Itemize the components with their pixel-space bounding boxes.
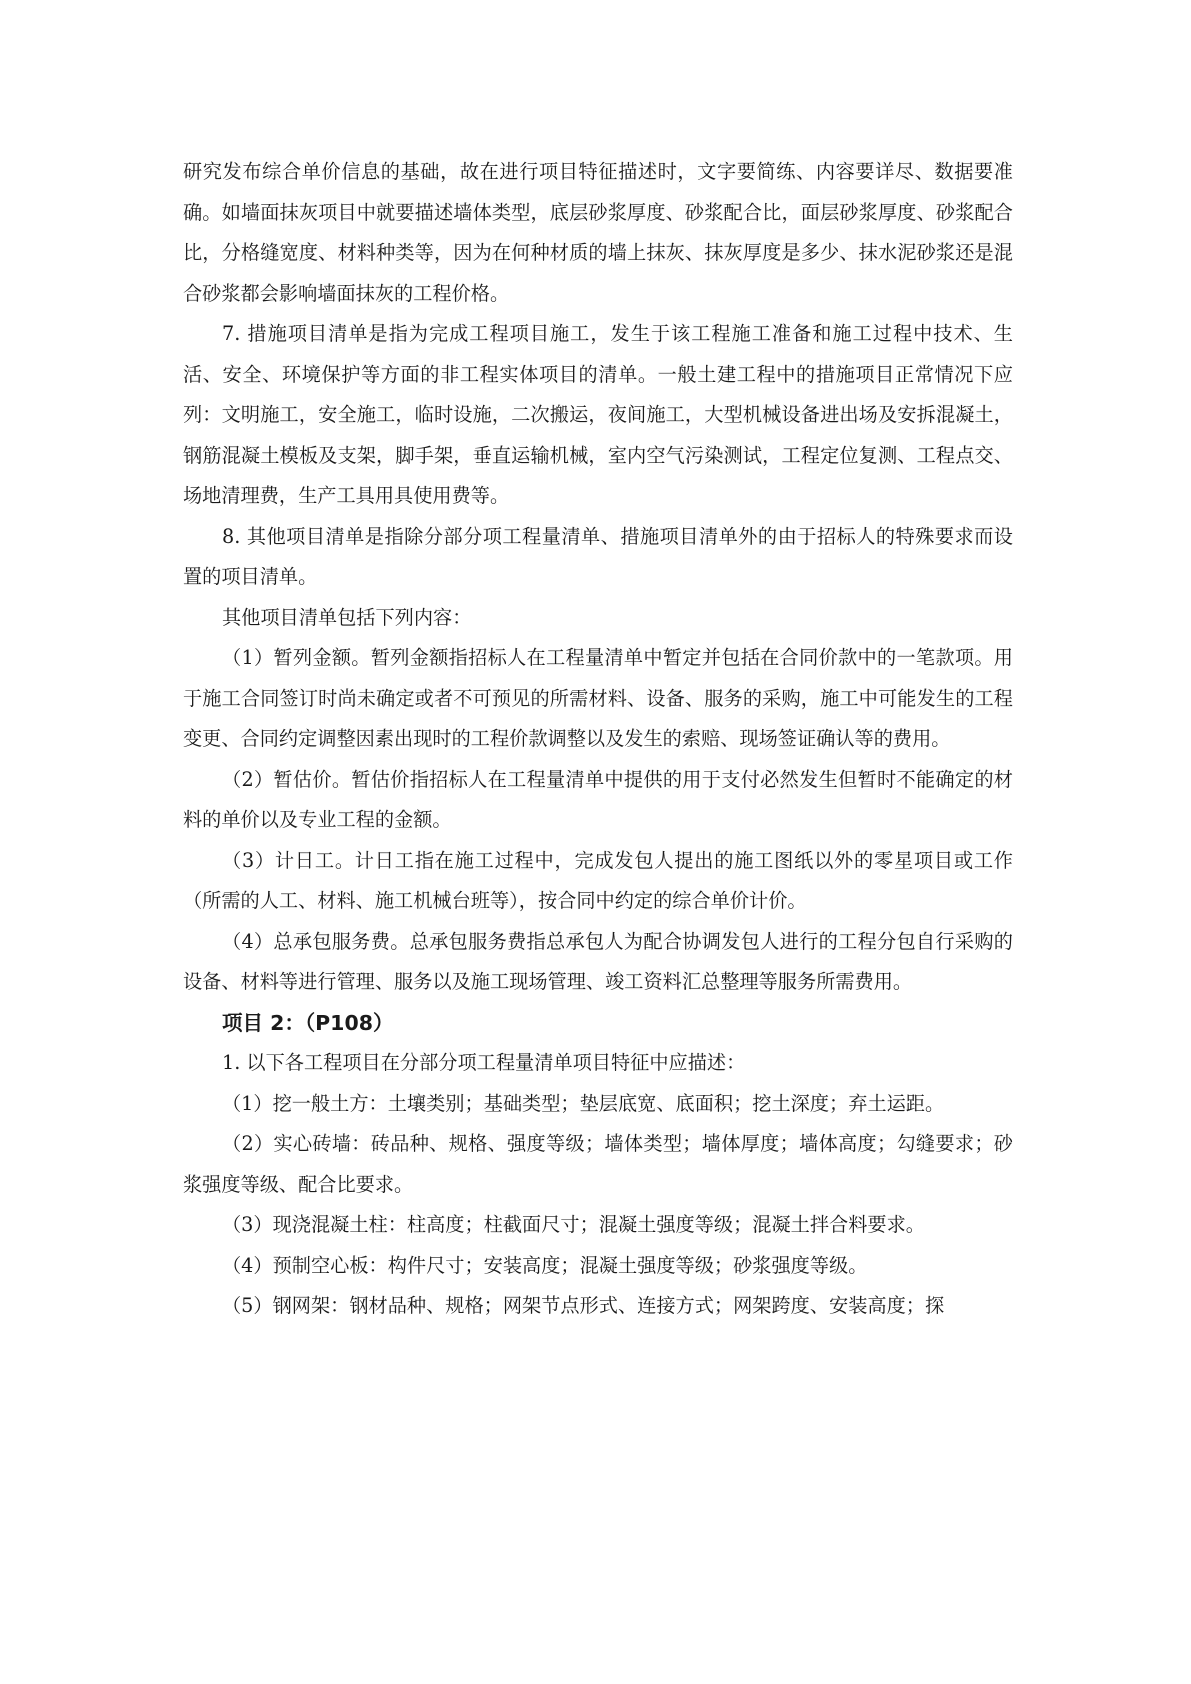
paragraph-item-8: 8. 其他项目清单是指除分部分项工程量清单、措施项目清单外的由于招标人的特殊要求而设置的项目清单。: [183, 524, 1013, 588]
list-item-concrete-column: （3）现浇混凝土柱：柱高度；柱截面尺寸；混凝土强度等级；混凝土拌合料要求。: [222, 1213, 925, 1236]
paragraph-other-items-intro: 其他项目清单包括下列内容：: [222, 605, 472, 629]
list-item-hollow-slab: （4）预制空心板：构件尺寸；安装高度；混凝土强度等级；砂浆强度等级。: [222, 1253, 868, 1277]
section-heading-project-2: 项目 2：（P108）: [222, 1010, 394, 1035]
paragraph-provisional-sum: （1）暂列金额。暂列金额指招标人在工程量清单中暂定并包括在合同价款中的一笔款项。用于施工合同签订时尚未确定或者不可预见的所需材料、设备、服务的采购，施工中可能发生的工程变更、合同约定调整因素出现时的工程价款调整以及发生的索赔、现场签证确认等的费用。: [183, 646, 1013, 750]
list-item-earthwork: （1）挖一般土方：土壤类别；基础类型；垫层底宽、底面积；挖土深度；弃土运距。: [222, 1091, 945, 1115]
list-item-steel-grid: （5）钢网架：钢材品种、规格；网架节点形式、连接方式；网架跨度、安装高度；探: [222, 1294, 945, 1317]
paragraph-item-7: 7. 措施项目清单是指为完成工程项目施工，发生于该工程施工准备和施工过程中技术、生活、安全、环境保护等方面的非工程实体项目的清单。一般土建工程中的措施项目正常情况下应列：文明施工，安全施工，临时设施，二次搬运，夜间施工，大型机械设备进出场及安拆混凝土，钢筋混凝土模板及支架，脚手架，垂直运输机械，室内空气污染测试，工程定位复测、工程点交、场地清理费，生产工具用具使用费等。: [183, 322, 1013, 507]
paragraph-question-1: 1. 以下各工程项目在分部分项工程量清单项目特征中应描述：: [222, 1051, 746, 1074]
paragraph-provisional-price: （2）暂估价。暂估价指招标人在工程量清单中提供的用于支付必然发生但暂时不能确定的材料的单价以及专业工程的金额。: [183, 767, 1013, 831]
paragraph-daywork: （3）计日工。计日工指在施工过程中，完成发包人提出的施工图纸以外的零星项目或工作（所需的人工、材料、施工机械台班等），按合同中约定的综合单价计价。: [183, 848, 1013, 912]
paragraph-continuation: 研究发布综合单价信息的基础，故在进行项目特征描述时，文字要简练、内容要详尽、数据要准确。如墙面抹灰项目中就要描述墙体类型，底层砂浆厚度、砂浆配合比，面层砂浆厚度、砂浆配合比，分格缝宽度、材料种类等，因为在何种材质的墙上抹灰、抹灰厚度是多少、抹水泥砂浆还是混合砂浆都会影响墙面抹灰的工程价格。: [183, 160, 1013, 305]
list-item-brick-wall: （2）实心砖墙：砖品种、规格、强度等级；墙体类型；墙体厚度；墙体高度；勾缝要求；砂浆强度等级、配合比要求。: [183, 1132, 1013, 1196]
document-body: [183, 152, 1013, 1327]
paragraph-general-contract-fee: （4）总承包服务费。总承包服务费指总承包人为配合协调发包人进行的工程分包自行采购的设备、材料等进行管理、服务以及施工现场管理、竣工资料汇总整理等服务所需费用。: [183, 929, 1013, 993]
